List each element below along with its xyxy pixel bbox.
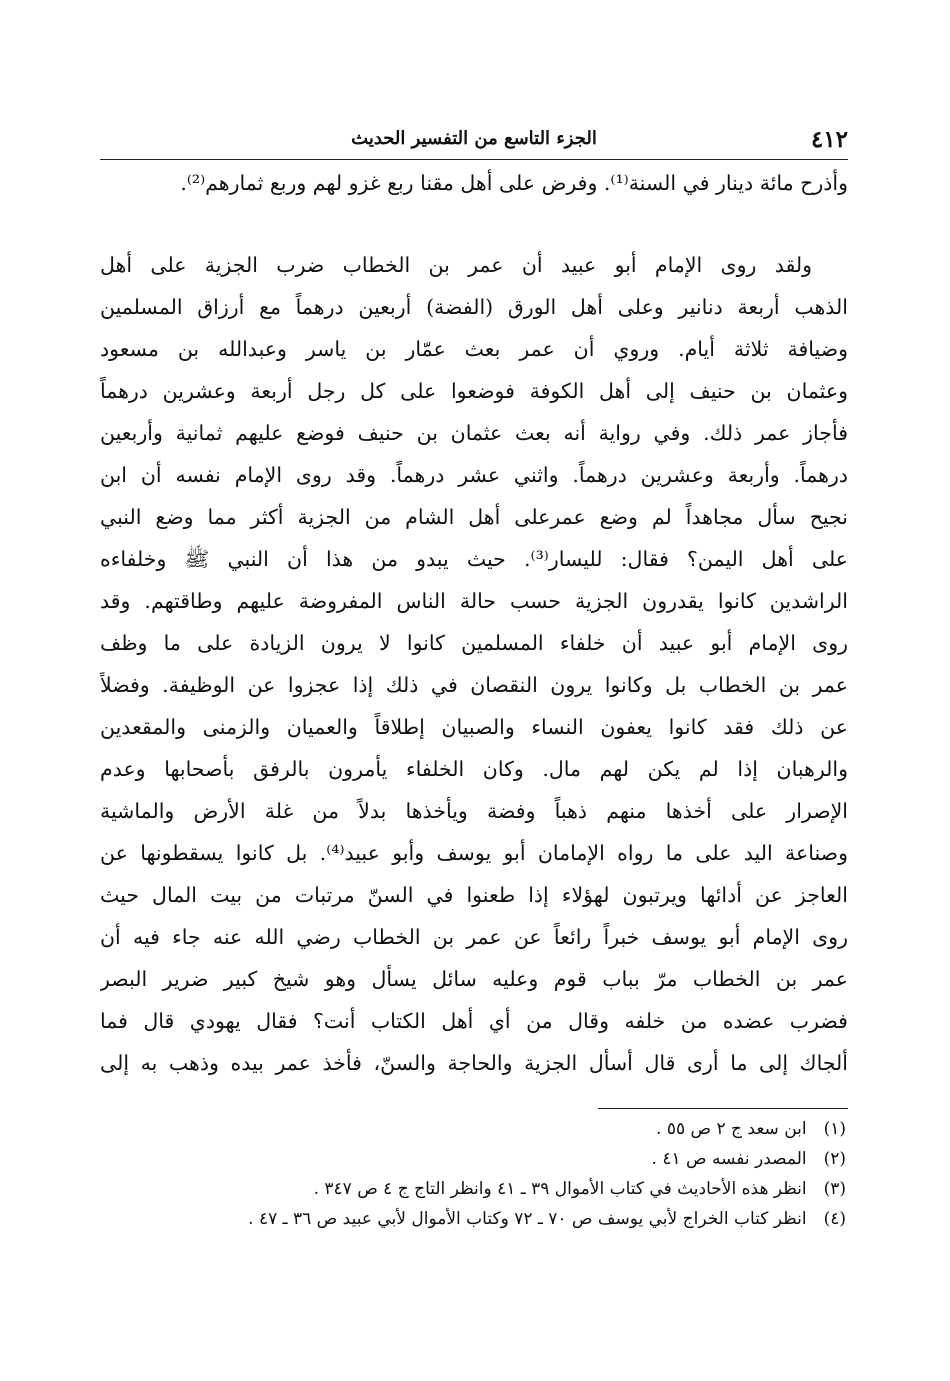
footnote-rule (598, 1108, 848, 1109)
text-line: ألجاك إلى ما أرى قال أسأل الجزية والحاجة والسنّ، فأخذ عمر بيده وذهب به إلى (100, 1051, 848, 1075)
text-line: الراشدين كانوا يقدرون الجزية حسب حالة الناس المفروضة عليهم وطاقتهم. وقد (100, 589, 848, 613)
text-line: وأذرح مائة دينار في السنة⁽¹⁾. وفرض على أهل مقنا ربع غزو لهم وربع ثمارهم⁽²⁾. (180, 171, 848, 195)
footnote-marker: (١) (823, 1119, 846, 1139)
text-line: درهماً. وأربعة وعشرين درهماً. واثني عشر درهماً. وقد روى الإمام نفسه أن ابن (100, 463, 848, 487)
text-line: روى الإمام أبو عبيد أن خلفاء المسلمين كانوا لا يرون الزيادة على ما وظف (100, 631, 848, 655)
footnote-text: انظر هذه الأحاديث في كتاب الأموال ٣٩ ـ ٤١ وانظر التاج ج ٤ ص ٣٤٧ . (313, 1179, 807, 1199)
text-line: على أهل اليمن؟ فقال: لليسار⁽³⁾. حيث يبدو من هذا أن النبي ﷺ وخلفاءه (100, 547, 848, 571)
footnote-4 (100, 1204, 848, 1234)
text-line: وصناعة اليد على ما رواه الإمامان أبو يوسف وأبو عبيد⁽⁴⁾. بل كانوا يسقطونها عن (100, 841, 848, 865)
running-title: الجزء التاسع من التفسير الحديث (351, 128, 597, 149)
footnote-text: ابن سعد ج ٢ ص ٥٥ . (656, 1119, 807, 1139)
page-header (100, 126, 848, 158)
footnote-marker: (٣) (823, 1179, 846, 1199)
header-rule (100, 159, 848, 160)
footnote-marker: (٤) (823, 1209, 846, 1229)
text-line: عن ذلك فقد كانوا يعفون النساء والصبيان إطلاقاً والعميان والزمنى والمقعدين (100, 715, 848, 739)
text-line: فضرب عضده من خلفه وقال من أي أهل الكتاب أنت؟ فقال يهودي قال فما (100, 1009, 848, 1033)
text-line: وعثمان بن حنيف إلى أهل الكوفة فوضعوا على كل رجل أربعة وعشرين درهماً (100, 379, 848, 403)
text-line: وضيافة ثلاثة أيام. وروي أن عمر بعث عمّار بن ياسر وعبدالله بن مسعود (100, 337, 848, 361)
text-line: روى الإمام أبو يوسف خبراً رائعاً عن عمر بن الخطاب رضي الله عنه جاء فيه أن (100, 925, 848, 949)
footnotes (100, 1114, 848, 1234)
text-line: عمر بن الخطاب مرّ بباب قوم وعليه سائل يسأل وهو شيخ كبير ضرير البصر (100, 967, 848, 991)
footnote-1 (100, 1114, 848, 1144)
paragraph-gap (100, 204, 848, 244)
footnote-text: انظر كتاب الخراج لأبي يوسف ص ٧٠ ـ ٧٢ وكتاب الأموال لأبي عبيد ص ٣٦ ـ ٤٧ . (248, 1209, 807, 1229)
text-line: العاجز عن أدائها ويرتبون لهؤلاء إذا طعنوا في السنّ مرتبات من بيت المال حيث (100, 883, 848, 907)
text-line: فأجاز عمر ذلك. وفي رواية أنه بعث عثمان بن حنيف فوضع عليهم ثمانية وأربعين (100, 421, 848, 445)
text-line: الذهب أربعة دنانير وعلى أهل الورق (الفضة) أربعين درهماً مع أرزاق المسلمين (100, 295, 848, 319)
footnote-2 (100, 1144, 848, 1174)
text-line: الإصرار على أخذها منهم ذهباً وفضة ويأخذها بدلاً من غلة الأرض والماشية (100, 799, 848, 823)
page-number: ٤١٢ (810, 126, 848, 153)
text-line: نجيح سأل مجاهداً لم وضع عمرعلى أهل الشام من الجزية أكثر مما وضع النبي (100, 505, 848, 529)
footnote-3 (100, 1174, 848, 1204)
text-line: ولقد روى الإمام أبو عبيد أن عمر بن الخطاب ضرب الجزية على أهل (100, 253, 812, 277)
footnote-marker: (٢) (823, 1149, 846, 1169)
body-text (100, 162, 848, 1084)
text-line: عمر بن الخطاب بل وكانوا يرون النقصان في ذلك إذا عجزوا عن الوظيفة. وفضلاً (100, 673, 848, 697)
footnote-text: المصدر نفسه ص ٤١ . (651, 1149, 807, 1169)
text-line: والرهبان إذا لم يكن لهم مال. وكان الخلفاء يأمرون بالرفق بأصحابها وعدم (100, 757, 848, 781)
